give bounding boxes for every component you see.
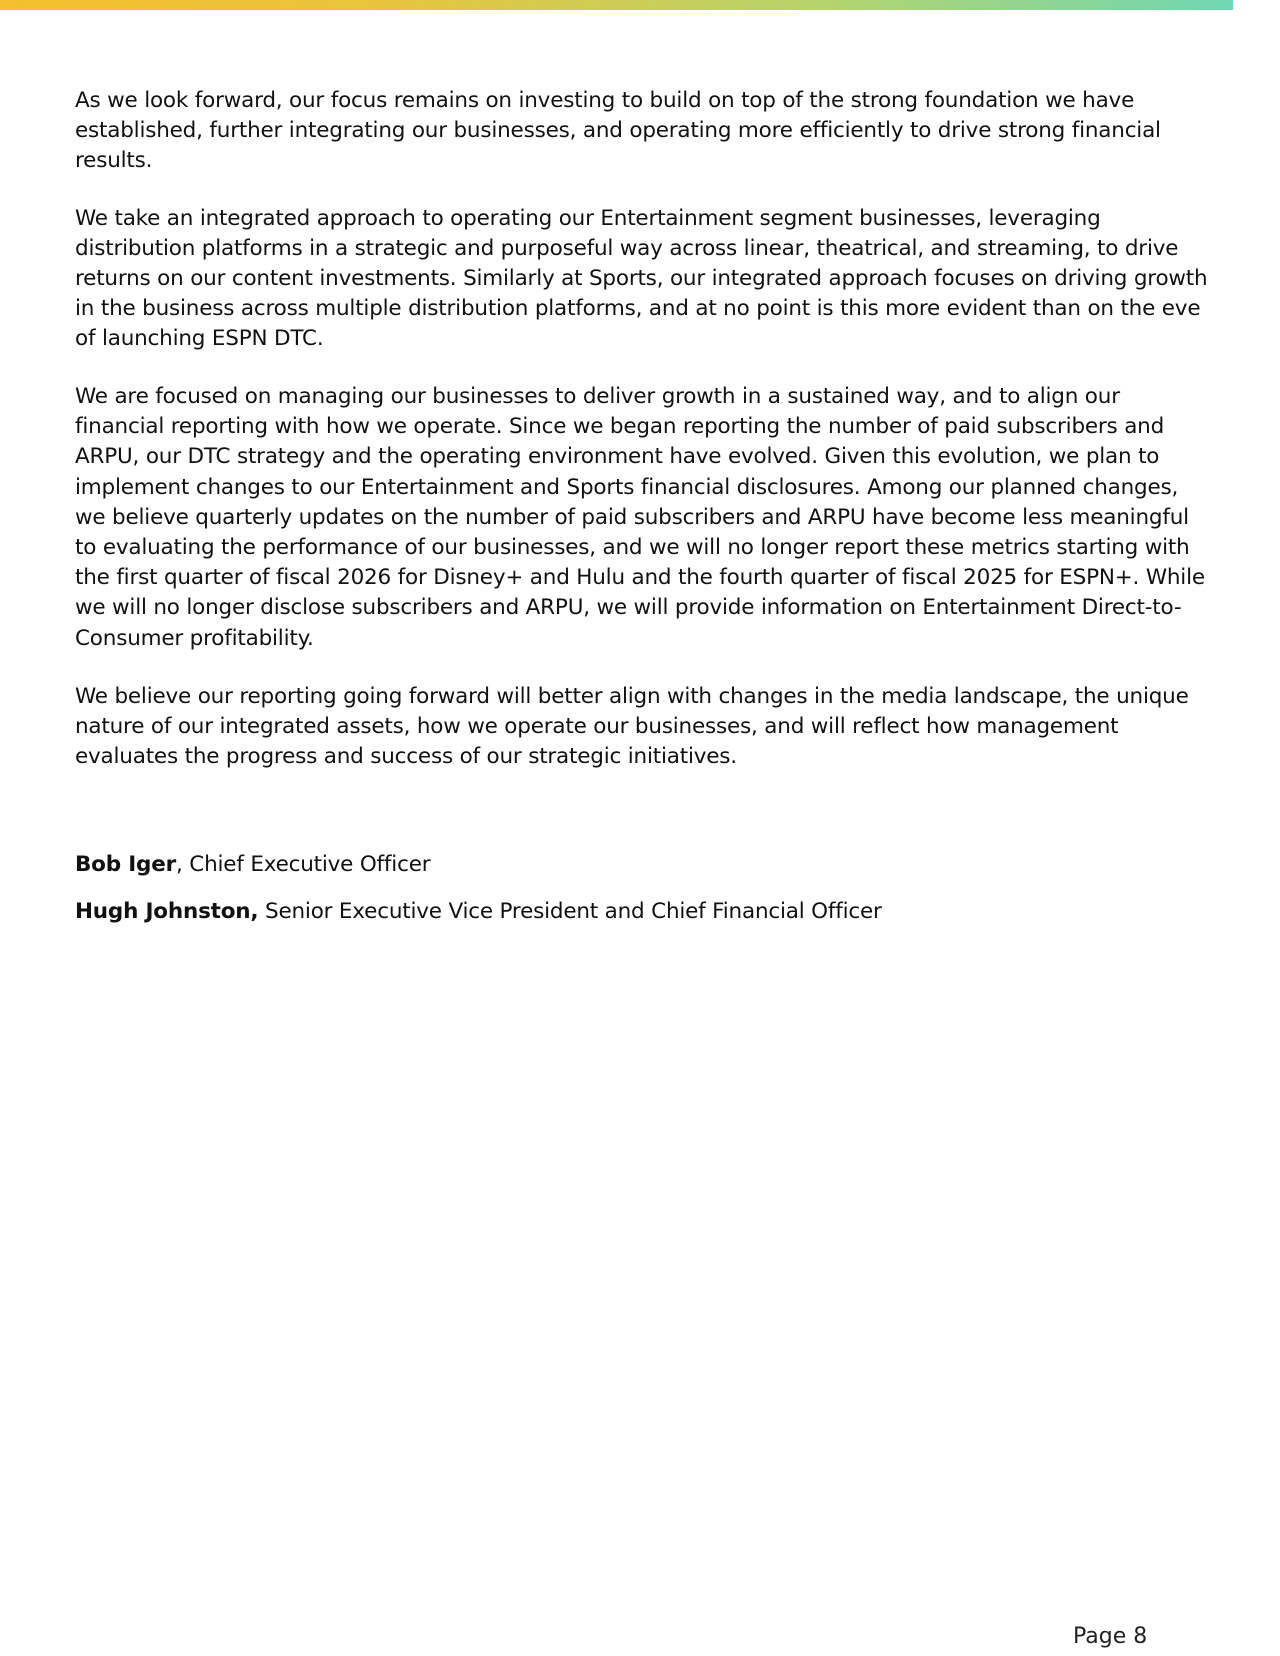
signature-title: , Chief Executive Officer bbox=[176, 852, 431, 877]
paragraph-integrated-approach: We take an integrated approach to operating our Entertainment segment businesses, leveraging distribution platforms in a strategic and purposeful way across linear, theatrical, and streaming, to drive returns on our content investments. Similarly at Sports, our integrated approach focuses on driving growth in the business across multiple distribution platforms, and at no point is this more evident than on the eve of launching ESPN DTC. bbox=[75, 206, 1208, 351]
signature-name: Hugh Johnston, bbox=[75, 899, 259, 924]
signature-cfo bbox=[75, 897, 1210, 927]
signature-title: Senior Executive Vice President and Chief Financial Officer bbox=[258, 899, 882, 924]
paragraph-financial-reporting: We are focused on managing our businesses to deliver growth in a sustained way, and to align our financial reporting with how we operate. Since we began reporting the number of paid subscribers and ARPU, our DTC strategy and the operating environment have evolved. Given this evolution, we plan to implement changes to our Entertainment and Sports financial disclosures. Among our planned changes, we believe quarterly updates on the number of paid subscribers and ARPU have become less meaningful to evaluating the performance of our businesses, and we will no longer report these metrics starting with the first quarter of fiscal 2026 for Disney+ and Hulu and the fourth quarter of fiscal 2025 for ESPN+. While we will no longer disclose subscribers and ARPU, we will provide information on Entertainment Direct-to-Consumer profitability. bbox=[75, 384, 1205, 651]
paragraph-reporting-alignment: We believe our reporting going forward will better align with changes in the media landscape, the unique nature of our integrated assets, how we operate our businesses, and will reflect how management evaluates the progress and success of our strategic initiatives. bbox=[75, 683, 1189, 769]
signature-name: Bob Iger bbox=[75, 852, 177, 877]
top-gradient-bar bbox=[0, 0, 1233, 10]
signature-ceo bbox=[75, 850, 1210, 880]
signature-block bbox=[75, 850, 1210, 944]
paragraph-outlook: As we look forward, our focus remains on investing to build on top of the strong foundation we have established, further integrating our businesses, and operating more efficiently to drive strong financial results. bbox=[75, 88, 1161, 173]
letter-body bbox=[75, 86, 1210, 800]
page-number: Page 8 bbox=[1073, 1624, 1148, 1649]
